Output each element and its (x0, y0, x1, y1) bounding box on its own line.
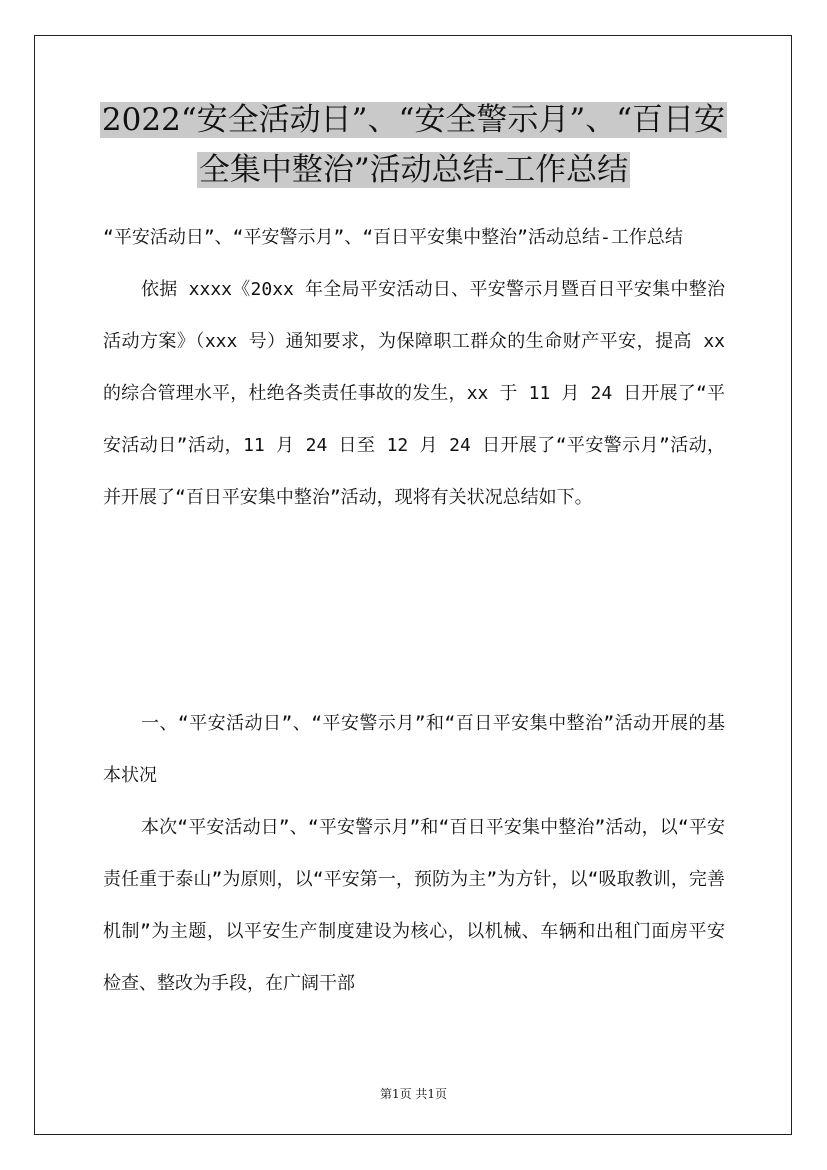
title-line-2: 全集中整治”活动总结-工作总结 (198, 152, 629, 188)
document-body-part-2 (103, 698, 725, 1010)
document-body-part-1 (103, 212, 725, 524)
title-line-1: 2022“安全活动日”、“安全警示月”、“百日安 (101, 102, 726, 138)
document-title (60, 95, 767, 195)
subtitle-paragraph: “平安活动日”、“平安警示月”、“百日平安集中整治”活动总结-工作总结 (103, 227, 683, 248)
section-body-paragraph: 本次“平安活动日”、“平安警示月”和“百日平安集中整治”活动，以“平安责任重于泰山”为原则，以“平安第一，预防为主”为方针，以“吸取教训，完善机制”为主题，以平安生产制度建设为核心，以机械、车辆和出租门面房平安检查、整改为手段，在广阔干部 (103, 817, 725, 994)
section-heading-paragraph: 一、“平安活动日”、“平安警示月”和“百日平安集中整治”活动开展的基本状况 (103, 713, 725, 786)
page-footer: 第1页 共1页 (379, 1087, 448, 1101)
intro-paragraph: 依据 xxxx《20xx 年全局平安活动日、平安警示月暨百日平安集中整治活动方案》（xxx 号）通知要求，为保障职工群众的生命财产平安，提高 xx 的综合管理水平，杜绝各类责任事故的发生，xx 于 11 月 24 日开展了“平安活动日”活动，11 月 24 日至 12 月 24 日开展了“平安警示月”活动，并开展了“百日平安集中整治”活动，现将有关状况总结如下。 (103, 279, 725, 508)
